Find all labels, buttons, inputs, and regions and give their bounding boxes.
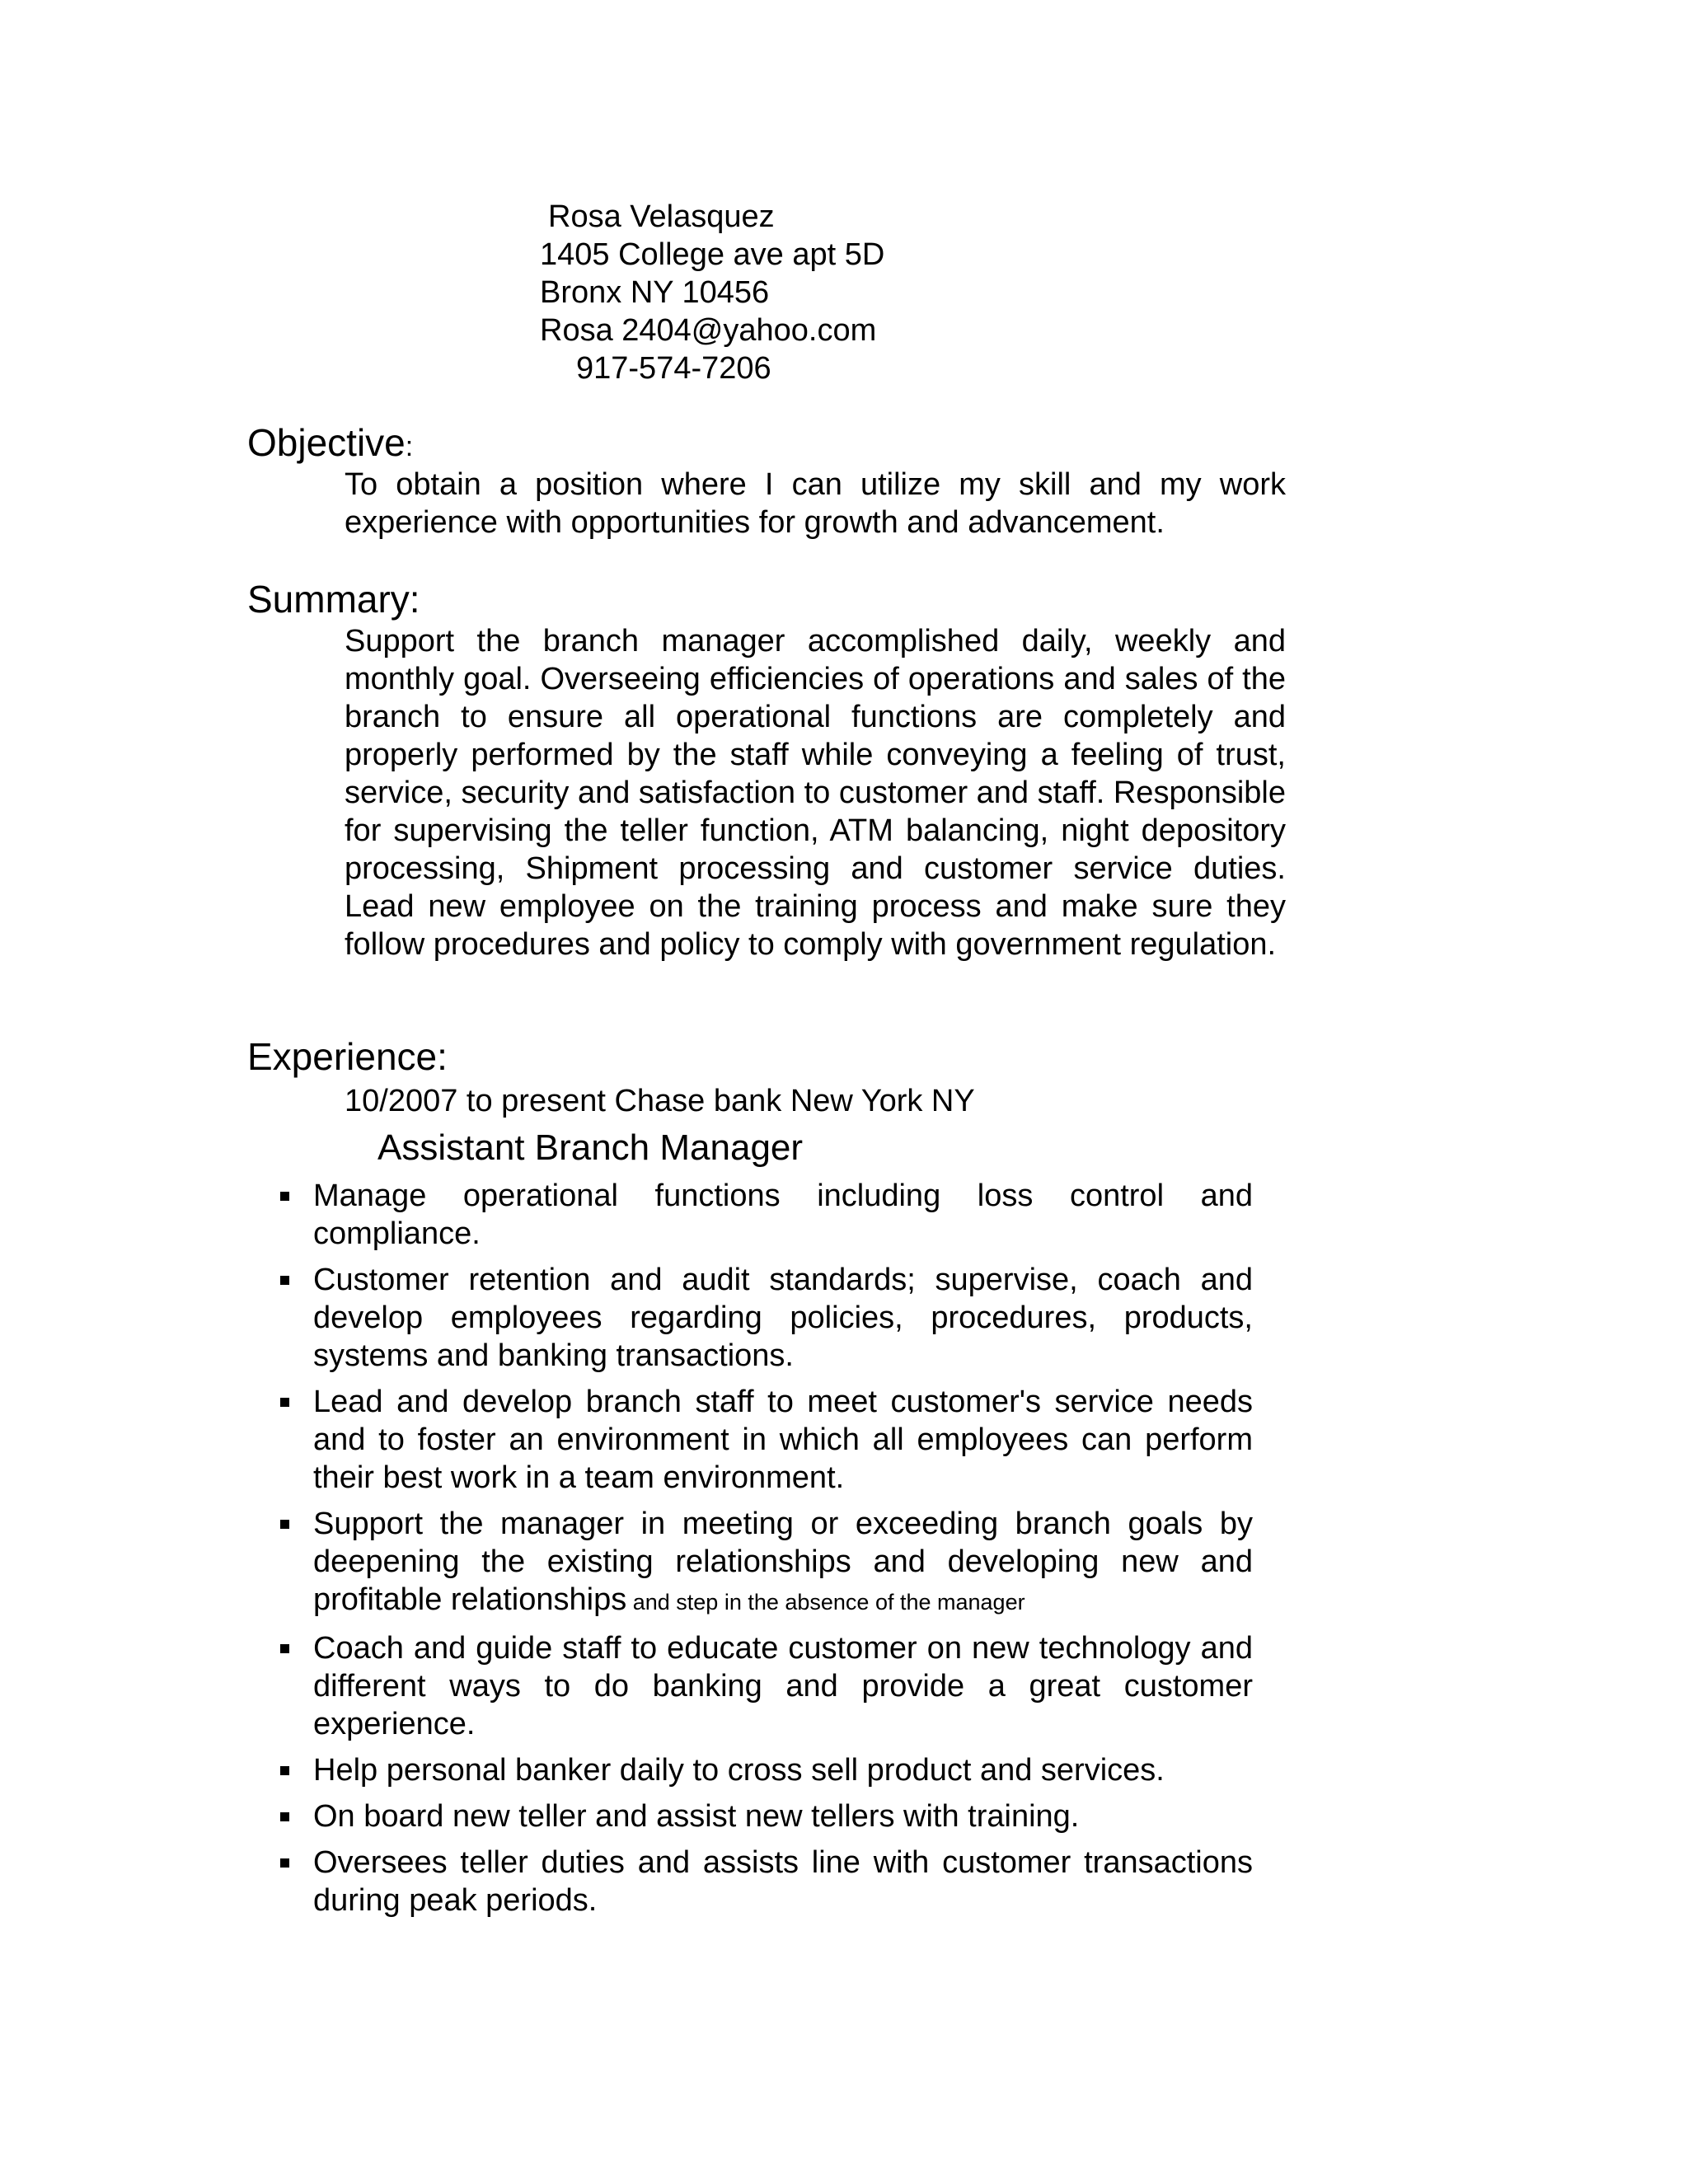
summary-text: Support the branch manager accomplished daily, weekly and monthly goal. Overseeing efficiencies of operations and sales of the branch to ensure all operational functions are completely and properly performed by the staff while conveying a feeling of trust, service, security and satisfaction to customer and staff. Responsible for supervising the teller function, ATM balancing, night depository processing, Shipment processing and customer service duties. Lead new employee on the training process and make sure they follow procedures and policy to comply with government regulation.: [345, 624, 1286, 962]
objective-heading: [247, 420, 413, 469]
contact-address-line1: 1405 College ave apt 5D: [540, 237, 885, 272]
list-item: [280, 1751, 1253, 1789]
objective-heading-colon: :: [405, 431, 414, 462]
job-dates-employer: 10/2007 to present Chase bank New York NY: [345, 1084, 975, 1118]
experience-heading: Experience:: [247, 1035, 448, 1078]
objective-text: To obtain a position where I can utilize my skill and my work experience with opportunities for growth and advancement.: [345, 467, 1286, 540]
bullet-square-icon: [280, 1812, 289, 1821]
bullet-text-small: and step in the absence of the manager: [626, 1590, 1025, 1615]
summary-heading: Summary:: [247, 578, 420, 621]
contact-email: Rosa 2404@yahoo.com: [540, 313, 877, 348]
bullet-text-mixed: [313, 1505, 1253, 1621]
list-item: [280, 1844, 1253, 1919]
bullet-text: Oversees teller duties and assists line with customer transactions during peak periods.: [313, 1845, 1253, 1918]
contact-address-line2: Bronx NY 10456: [540, 275, 770, 310]
contact-name: Rosa Velasquez: [548, 199, 775, 234]
list-item: [280, 1383, 1253, 1497]
bullet-text: Help personal banker daily to cross sell product and services.: [313, 1753, 1165, 1788]
contact-phone: 917-574-7206: [576, 351, 771, 386]
bullet-square-icon: [280, 1276, 289, 1285]
bullet-square-icon: [280, 1520, 289, 1529]
job-title: Assistant Branch Manager: [377, 1127, 804, 1168]
bullet-square-icon: [280, 1398, 289, 1407]
bullet-square-icon: [280, 1766, 289, 1775]
bullet-square-icon: [280, 1858, 289, 1868]
list-item: [280, 1797, 1253, 1835]
list-item: [280, 1261, 1253, 1375]
bullet-text: On board new teller and assist new tellers with training.: [313, 1799, 1080, 1834]
bullet-square-icon: [280, 1192, 289, 1201]
list-item: [280, 1177, 1253, 1253]
list-item: [280, 1505, 1253, 1621]
bullet-square-icon: [280, 1644, 289, 1653]
bullet-text: Support the manager in meeting or exceeding branch goals by deepening the existing relationships and developing new and profitable relationships: [313, 1507, 1253, 1617]
list-item: [280, 1629, 1253, 1743]
bullet-text: Manage operational functions including loss control and compliance.: [313, 1179, 1253, 1251]
bullet-text: Lead and develop branch staff to meet customer's service needs and to foster an environment in which all employees can perform their best work in a team environment.: [313, 1385, 1253, 1495]
contact-block: [540, 198, 884, 387]
objective-heading-label: Objective: [247, 421, 406, 464]
experience-bullet-list: [280, 1177, 1253, 1928]
bullet-text: Customer retention and audit standards; supervise, coach and develop employees regarding policies, procedures, products, systems and banking transactions.: [313, 1263, 1253, 1373]
bullet-text: Coach and guide staff to educate customer on new technology and different ways to do banking and provide a great customer experience.: [313, 1631, 1253, 1741]
